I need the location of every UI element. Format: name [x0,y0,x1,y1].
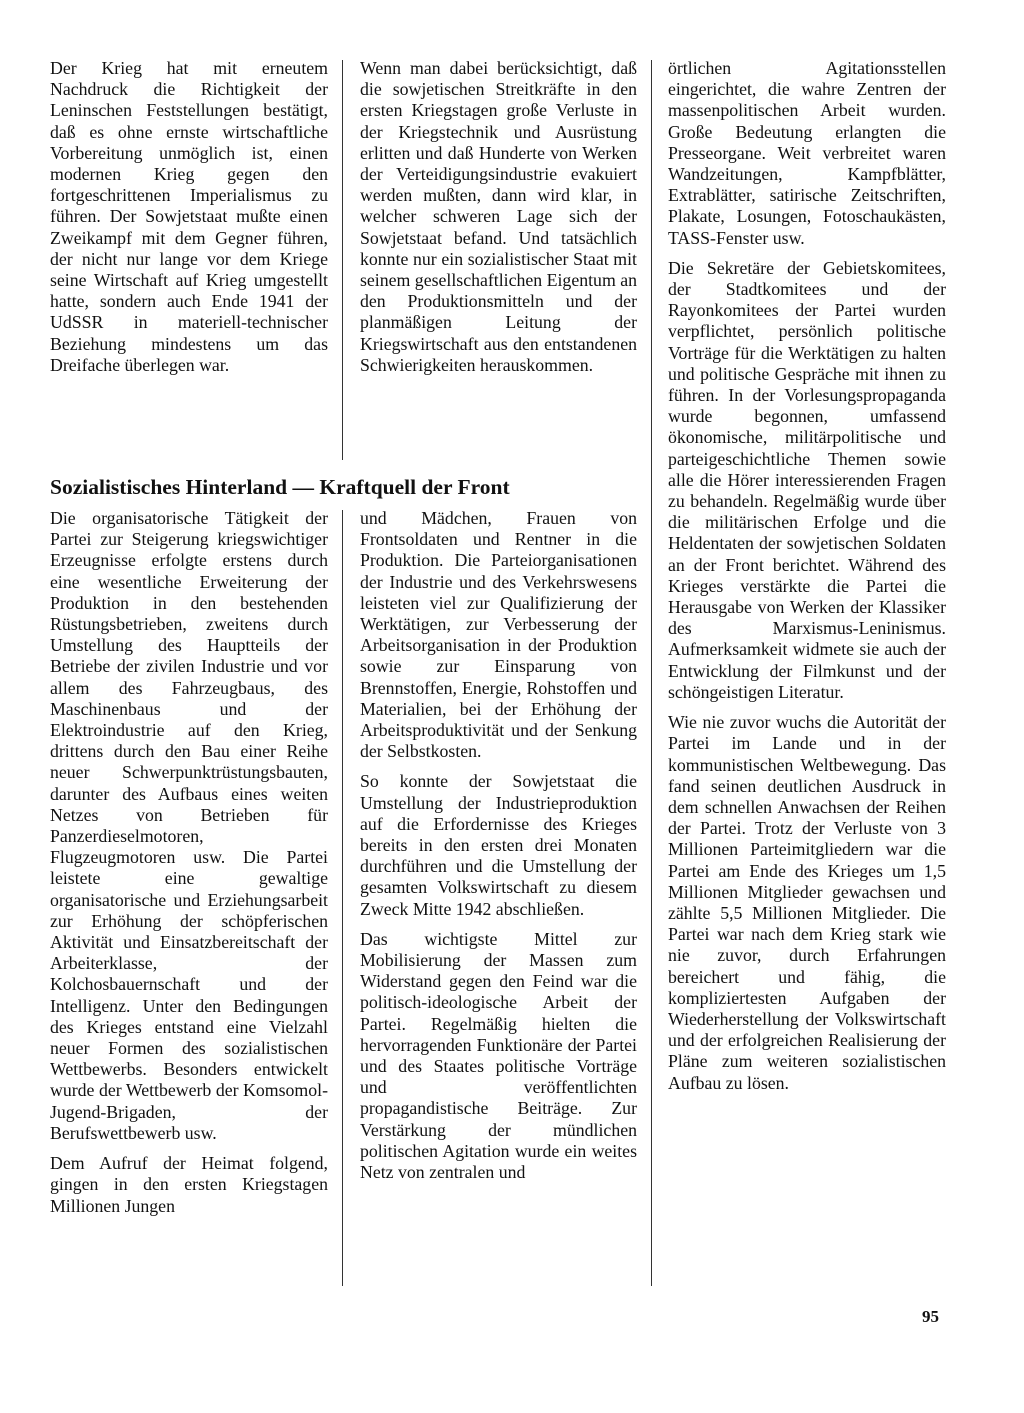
paragraph: örtlichen Agitationsstellen eingerichtet, die wahre Zentren der massenpolitischen Arbeit wurden. Große Bedeutung erlangten die Presseorgane. Weit verbreitet waren Wandzeitungen, Kampfblätter, Extrablätter, satirische Zeitschriften, Plakate, Losungen, Fotoschaukästen, TASS-Fenster usw. [668,58,946,248]
column-rule-top [342,60,343,460]
paragraph: Die organisatorische Tätigkeit der Partei zur Steigerung kriegswichtiger Erzeugnisse erfolgte erstens durch eine wesentliche Erweiterung der Produktion in den bestehenden Rüstungsbetrieben, zweitens durch Umstellung des Hauptteils der Betriebe der zivilen Industrie und vor allem des Fahrzeugbaus, des Maschinenbaus und der Elektroindustrie auf den Krieg, drittens durch den Bau einer Reihe neuer Schwerpunktrüstungsbauten, darunter des Aufbaus eines weiten Netzes von Betrieben für Panzerdieselmotoren, Flugzeugmotoren usw. Die Partei leistete eine gewaltige organisatorische und Erziehungsarbeit zur Erhöhung der schöpferischen Aktivität und Einsatzbereitschaft der Arbeiterklasse, der Kolchosbauernschaft und der Intelligenz. Unter den Bedingungen des Krieges entstand eine Vielzahl neuer Formen des sozialistischen Wettbewerbs. Besonders entwickelt wurde der Wettbewerb der Komsomol-Jugend-Brigaden, der Berufswettbewerb usw. [50,508,328,1143]
paragraph: Das wichtigste Mittel zur Mobilisierung der Massen zum Widerstand gegen den Feind war die politisch-ideologische Arbeit der Partei. Regelmäßig hielten die hervorragenden Funktionäre der Partei und des Staates politische Vorträge und veröffentlichten propagandistische Beiträge. Zur Verstärkung der mündlichen politischen Agitation wurde ein weites Netz von zentralen und [360,928,637,1183]
page-number: 95 [922,1307,939,1326]
column-rule-right [651,60,652,1286]
paragraph: Wie nie zuvor wuchs die Autorität der Partei im Lande und in der kommunistischen Weltbewegung. Das fand seinen deutlichen Ausdruck in dem schnellen Anwachsen der Reihen der Partei. Trotz der Verluste von 3 Millionen Parteimitgliedern war die Partei am Ende des Krieges um 1,5 Millionen Mitglieder gewachsen und zählte 5,5 Millionen Mitglieder. Die Partei war nach dem Krieg stark wie nie zuvor, durch Erfahrungen bereichert und fähig, die kompliziertesten Aufgaben der Wiederherstellung der Volkswirtschaft und der erfolgreichen Realisierung der Pläne zum weiteren sozialistischen Aufbau zu lösen. [668,712,946,1093]
paragraph: Wenn man dabei berücksichtigt, daß die sowjetischen Streitkräfte in den ersten Kriegstagen große Verluste in der Kriegstechnik und Ausrüstung erlitten und daß Hunderte von Werken der Verteidigungsindustrie evakuiert werden mußten, dann wird klar, in welcher schweren Lage sich der Sowjetstaat befand. Und tatsächlich konnte nur ein sozialistischer Staat mit seinem gesellschaftlichen Eigentum an den Produktionsmitteln und der planmäßigen Leitung der Kriegswirtschaft aus den entstandenen Schwierigkeiten herauskommen. [360,58,637,375]
column-3 [668,58,946,1103]
paragraph: So konnte der Sowjetstaat die Umstellung der Industrieproduktion auf die Erfordernisse des Krieges bereits in den ersten drei Monaten durchführen und die Umstellung der gesamten Volkswirtschaft zu diesem Zweck Mitte 1942 abschließen. [360,771,637,919]
column-2-top [360,58,637,385]
column-1-bottom [50,508,328,1226]
paragraph: Der Krieg hat mit erneutem Nachdruck die Richtigkeit der Leninschen Feststellungen bestätigt, daß es ohne ernste wirtschaftliche Vorbereitung unmöglich ist, einen modernen Krieg gegen den fortgeschrittenen Imperialismus zu führen. Der Sowjetstaat mußte einen Zweikampf mit dem Gegner führen, der nicht nur lange vor dem Kriege seine Wirtschaft auf Krieg umgestellt hatte, sondern auch Ende 1941 der UdSSR in materiell-technischer Beziehung mindestens um das Dreifache überlegen war. [50,58,328,375]
column-1-top [50,58,328,385]
paragraph: Die Sekretäre der Gebietskomitees, der Stadtkomitees und der Rayonkomitees der Partei wurden verpflichtet, persönlich politische Vorträge für die Werktätigen zu halten und politische Gespräche mit ihnen zu führen. In der Vorlesungspropaganda wurde begonnen, umfassend ökonomische, militärpolitische und parteigeschichtliche Themen sowie alle die Hörer interessierenden Fragen zu behandeln. Regelmäßig wurde über die militärischen Erfolge und die Heldentaten der sowjetischen Soldaten an der Front berichtet. Während des Krieges verstärkte die Partei die Herausgabe von Werken der Klassiker des Marxismus-Leninismus. Aufmerksamkeit widmete sie auch der Entwicklung der Filmkunst und der schöngeistigen Literatur. [668,257,946,702]
paragraph: und Mädchen, Frauen von Frontsoldaten und Rentner in die Produktion. Die Parteiorganisationen der Industrie und des Verkehrswesens leisteten viel zur Qualifizierung der Werktätigen, zur Verbesserung der Arbeitsorganisation in der Produktion sowie zur Einsparung von Brennstoffen, Energie, Rohstoffen und Materialien, bei der Erhöhung der Arbeitsproduktivität und der Senkung der Selbstkosten. [360,508,637,762]
paragraph: Dem Aufruf der Heimat folgend, gingen in den ersten Kriegstagen Millionen Jungen [50,1153,328,1216]
column-2-bottom [360,508,637,1192]
column-rule-bottom [342,510,343,1286]
section-heading: Sozialistisches Hinterland — Kraftquell der Front [50,475,510,499]
